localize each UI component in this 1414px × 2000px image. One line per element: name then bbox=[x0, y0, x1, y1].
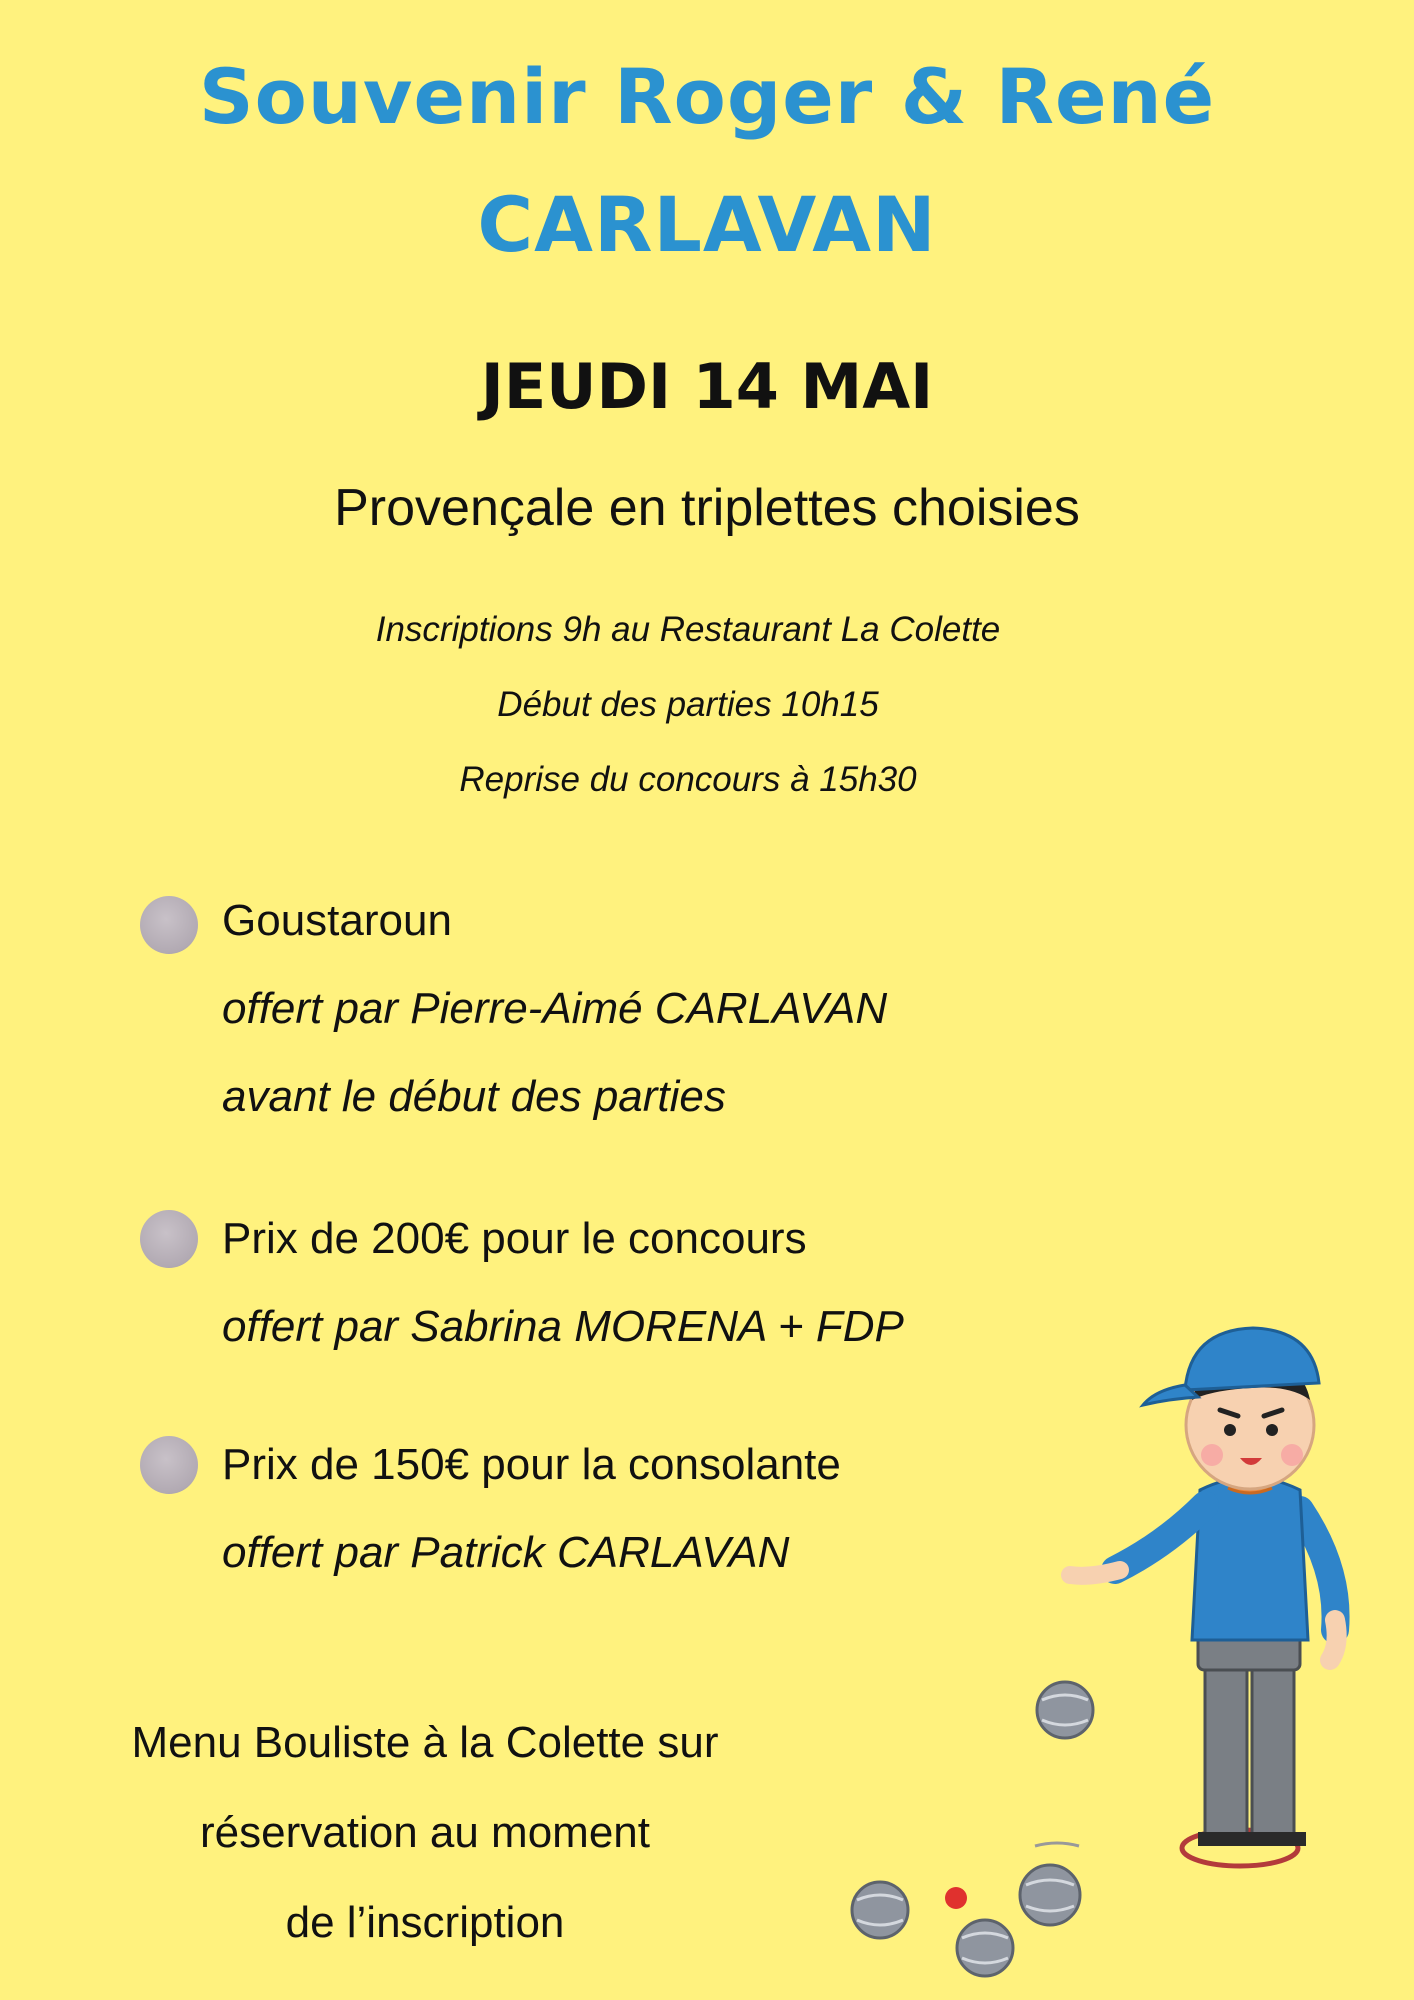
menu-line-1: Menu Bouliste à la Colette sur bbox=[131, 1718, 719, 1767]
petanque-player-icon bbox=[820, 1280, 1380, 1980]
event-date: JEUDI 14 MAI bbox=[480, 350, 934, 423]
schedule-registration: Inscriptions 9h au Restaurant La Colette bbox=[375, 610, 1001, 649]
prize-title: Prix de 200€ pour le concours bbox=[222, 1214, 807, 1263]
bullet-icon bbox=[140, 896, 198, 954]
prize-note: avant le début des parties bbox=[222, 1072, 726, 1121]
schedule-start: Début des parties 10h15 bbox=[497, 685, 879, 724]
boule-icon bbox=[1037, 1682, 1093, 1738]
bullet-icon bbox=[140, 1210, 198, 1268]
prize-title: Prix de 150€ pour la consolante bbox=[222, 1440, 841, 1489]
prize-title: Goustaroun bbox=[222, 896, 452, 945]
cochonnet-icon bbox=[945, 1887, 967, 1909]
menu-line-2: réservation au moment bbox=[200, 1808, 650, 1857]
prize-sponsor: offert par Pierre-Aimé CARLAVAN bbox=[222, 984, 888, 1033]
boule-icon bbox=[852, 1882, 908, 1938]
title-line-1: Souvenir Roger & René bbox=[198, 52, 1216, 141]
title-line-2: CARLAVAN bbox=[477, 180, 937, 269]
bullet-icon bbox=[140, 1436, 198, 1494]
schedule-resume: Reprise du concours à 15h30 bbox=[459, 760, 917, 799]
prize-sponsor: offert par Patrick CARLAVAN bbox=[222, 1528, 790, 1577]
boule-icon bbox=[957, 1920, 1013, 1976]
menu-line-3: de l’inscription bbox=[285, 1898, 565, 1947]
prize-sponsor: offert par Sabrina MORENA + FDP bbox=[222, 1302, 904, 1351]
competition-format: Provençale en triplettes choisies bbox=[334, 479, 1080, 537]
boule-icon bbox=[1020, 1865, 1080, 1925]
